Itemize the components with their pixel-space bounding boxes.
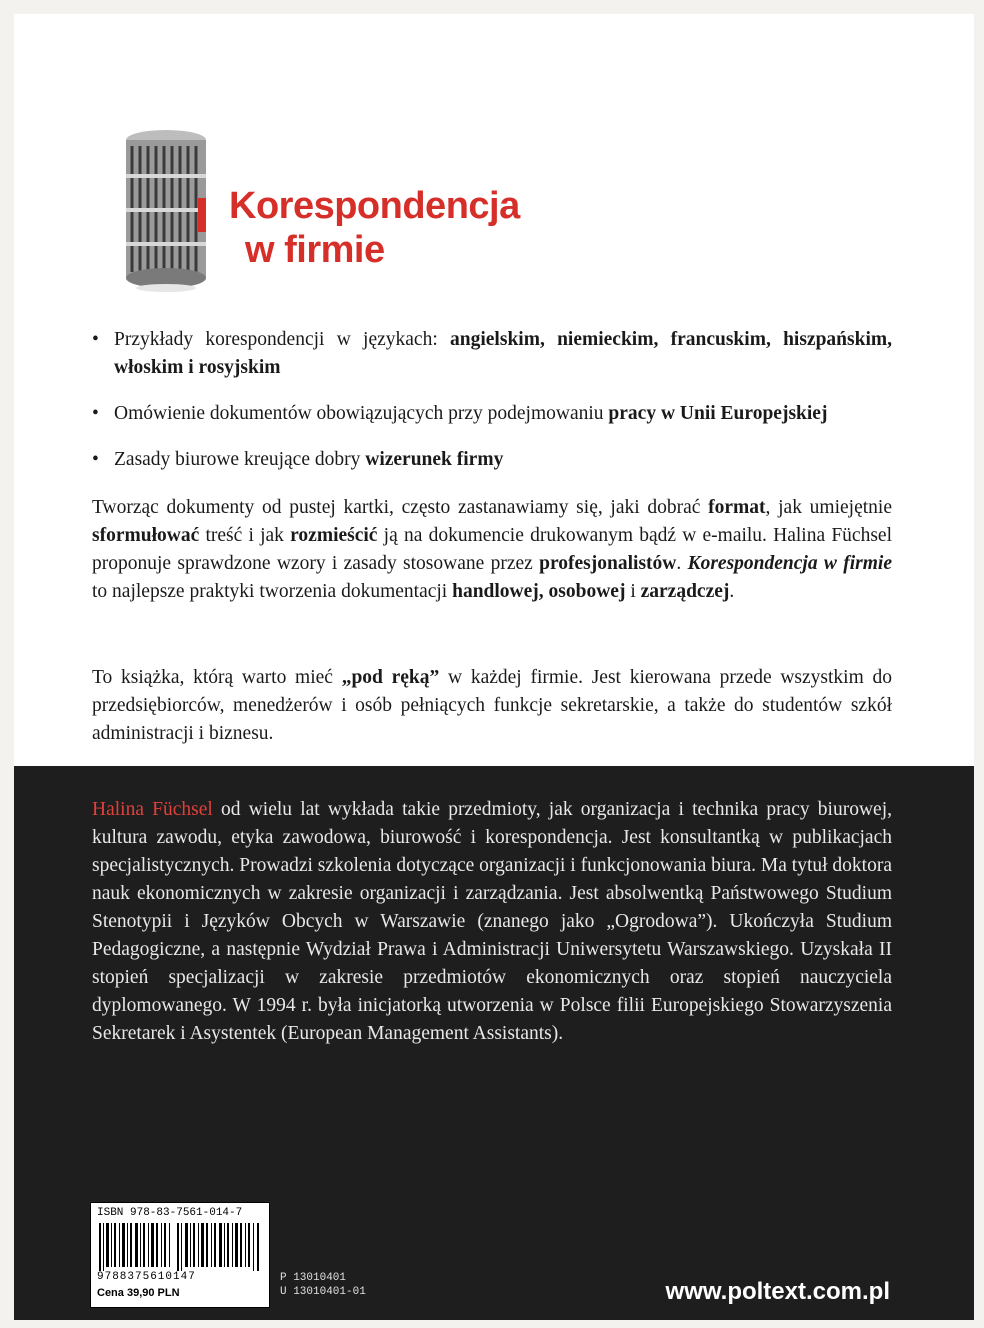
code-u: U 13010401-01 <box>280 1286 366 1298</box>
isbn-text: ISBN 978-83-7561-014-7 <box>97 1207 243 1219</box>
feature-item: • Przykłady korespondencji w językach: angielskim, niemieckim, francuskim, hiszpańskim, włoskim i rosyjskim <box>92 326 892 382</box>
top-section <box>14 14 974 766</box>
description-paragraph: Tworząc dokumenty od pustej kartki, często zastanawiamy się, jaki dobrać format, jak umiejętnie sformułować treść i jak rozmieścić ją na dokumencie drukowanym bądź w e-mailu. Halina Füchsel proponuje sprawdzone wzory i zasady stosowane przez profesjonalistów. Korespondencja w firmie to najlepsze praktyki tworzenia dokumentacji handlowej, osobowej i zarządczej. <box>92 497 892 602</box>
author-bio: Halina Füchsel od wielu lat wykłada takie przedmioty, jak organizacja i technika pracy biurowej, kultura zawodu, etyka zawodowa, biurowość i korespondencja. Jest konsultantką w publikacjach specjalistycznych. Prowadzi szkolenia dotyczące organizacji i funkcjonowania biura. Ma tytuł doktora nauk ekonomicznych w zakresie organizacji i zarządzania. Jest absolwentką Państwowego Studium Stenotypii i Języków Obcych w Warszawie (znanego jako „Ogrodowa”). Ukończyła Studium Pedagogiczne, a następnie Wydział Prawa i Administracji Uniwersytetu Warszawskiego. Uzyskała II stopień specjalizacji w zakresie przedmiotów ekonomicznych oraz stopień nauczyciela dyplomowanego. W 1994 r. była inicjatorką utworzenia w Polsce filii Europejskiego Stowarzyszenia Sekretarek i Asystentek (European Management Assistants). <box>92 799 892 1044</box>
book-title <box>229 184 520 272</box>
title-line-2: w firmie <box>245 229 385 271</box>
publisher-url: www.poltext.com.pl <box>665 1278 890 1305</box>
binders-tower-icon <box>116 124 216 294</box>
barcode-label <box>90 1202 270 1308</box>
barcode-icon <box>97 1223 263 1271</box>
audience-paragraph: To książka, którą warto mieć „pod ręką” w każdej firmie. Jest kierowana przede wszystkim do przedsiębiorców, menedżerów i osób pełniących funkcje sekretarskie, a także do studentów szkół administracji i biznesu. <box>92 667 892 744</box>
barcode-digits: 9788375610147 <box>97 1271 196 1283</box>
code-p: P 13010401 <box>280 1272 347 1284</box>
product-codes <box>280 1271 366 1299</box>
feature-list <box>92 326 892 492</box>
author-name: Halina Füchsel <box>92 799 213 820</box>
feature-item: • Omówienie dokumentów obowiązujących przy podejmowaniu pracy w Unii Europejskiej <box>92 400 892 428</box>
feature-item: • Zasady biurowe kreujące dobry wizerunek firmy <box>92 446 892 474</box>
book-back-cover <box>14 14 974 1320</box>
price-text: Cena 39,90 PLN <box>97 1287 180 1299</box>
title-line-1: Korespondencja <box>229 185 520 227</box>
